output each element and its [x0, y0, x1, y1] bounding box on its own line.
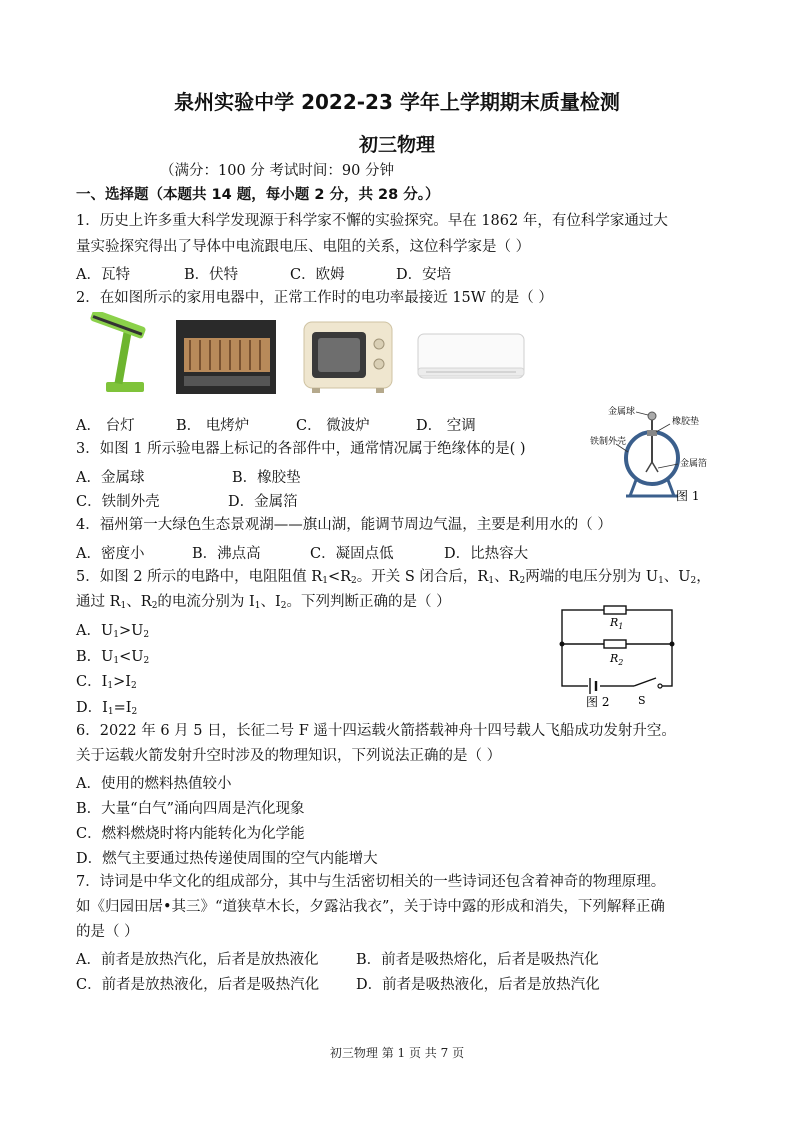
figure1-caption: 图 1: [676, 489, 700, 503]
resistor-r1: [604, 606, 626, 614]
q5-option-a: A．$U_1>U_2$: [76, 623, 150, 640]
q5-line1: 5．如图 2 所示的电路中，电阻阻值 $R_1<R_2$。开关 S 闭合后，$R_1$、$R_2$两端的电压分别为 $U_1$、$U_2$，: [76, 569, 711, 586]
label-metal-foil: 金属箔: [680, 459, 708, 469]
switch-label: S: [638, 694, 646, 707]
air-conditioner-image: [418, 334, 524, 378]
q3-option-b: B．橡胶垫: [232, 470, 301, 486]
q6-line1: 6．2022 年 6 月 5 日，长征二号 F 遥十四运载火箭搭载神舟十四号载人飞船成功发射升空。: [76, 723, 676, 739]
q7-line2: 如《归园田居•其三》“道狭草木长，夕露沾我衣”，关于诗中露的形成和消失，下列解释正确: [76, 899, 665, 915]
q5-option-d: D．$I_1=I_2$: [76, 700, 138, 717]
label-metal-ball: 金属球: [608, 407, 636, 417]
q6-option-a: A．使用的燃料热值较小: [76, 776, 232, 792]
q7-option-c: C．前者是放热液化，后者是吸热汽化: [76, 977, 320, 993]
q1-line1: 1．历史上许多重大科学发现源于科学家不懈的实验探究。早在 1862 年，有位科学家通过大: [76, 213, 668, 229]
q2-line1: 2．在如图所示的家用电器中，正常工作时的电功率最接近 15W 的是（ ）: [76, 290, 553, 306]
exam-subject: 初三物理: [358, 134, 435, 156]
q7-line1: 7．诗词是中华文化的组成部分，其中与生活密切相关的一些诗词还包含着神奇的物理原理。: [76, 874, 666, 890]
resistor-r2: [604, 640, 626, 648]
label-rubber-pad: 橡胶垫: [672, 417, 700, 427]
q3-option-c: C．铁制外壳: [76, 494, 160, 510]
exam-title: 泉州实验中学 2022-23 学年上学期期末质量检测: [174, 90, 620, 114]
page-footer: 初三物理 第 1 页 共 7 页: [329, 1046, 465, 1060]
label-iron-shell: 铁制外壳: [590, 437, 627, 447]
q1-option-c: C．欧姆: [290, 267, 345, 283]
circuit-figure: [556, 602, 686, 710]
q3-option-d: D．金属箔: [228, 494, 298, 510]
q6-option-b: B．大量“白气”涌向四周是汽化现象: [76, 801, 305, 817]
q2-appliance-images: [86, 312, 536, 402]
electroscope-figure: [590, 402, 720, 507]
q7-option-a: A．前者是放热汽化，后者是放热液化: [76, 952, 319, 968]
q2-option-b: B． 电烤炉: [176, 418, 250, 434]
svg-text:R1: $R_1$: [610, 616, 624, 631]
q5-line2: 通过 $R_1$、$R_2$的电流分别为 $I_1$、$I_2$。下列判断正确的是（ ）: [76, 594, 451, 611]
q5-option-b: B．$U_1<U_2$: [76, 649, 150, 666]
q1-option-b: B．伏特: [184, 267, 239, 283]
microwave-image: [304, 322, 392, 393]
q3-line1: 3．如图 1 所示验电器上标记的各部件中，通常情况属于绝缘体的是( ): [76, 441, 526, 457]
section-heading: 一、选择题（本题共 14 题，每小题 2 分，共 28 分。）: [76, 187, 440, 203]
q7-line3: 的是（ ）: [76, 924, 139, 940]
exam-info: （满分：100 分 考试时间：90 分钟: [160, 163, 394, 179]
q4-option-a: A．密度小: [76, 546, 145, 562]
q2-option-c: C． 微波炉: [296, 418, 370, 434]
q7-option-b: B．前者是吸热熔化，后者是吸热汽化: [356, 952, 599, 968]
q5-option-c: C．$I_1>I_2$: [76, 674, 137, 691]
q6-option-d: D．燃气主要通过热传递使周围的空气内能增大: [76, 851, 378, 867]
q4-option-d: D．比热容大: [444, 546, 529, 562]
q2-option-d: D． 空调: [416, 418, 476, 434]
q6-line2: 关于运载火箭发射升空时涉及的物理知识，下列说法正确的是（ ）: [76, 748, 502, 764]
svg-text:R2: $R_2$: [610, 652, 624, 667]
q6-option-c: C．燃料燃烧时将内能转化为化学能: [76, 826, 305, 842]
q1-option-a: A．瓦特: [76, 267, 130, 283]
q1-line2: 量实验探究得出了导体中电流跟电压、电阻的关系，这位科学家是（ ）: [76, 239, 531, 255]
switch-contact: [658, 684, 662, 688]
q1-option-d: D．安培: [396, 267, 452, 283]
q2-option-a: A． 台灯: [76, 418, 135, 434]
q4-option-c: C．凝固点低: [310, 546, 394, 562]
figure2-caption: 图 2: [586, 695, 610, 709]
desk-lamp-image: [90, 312, 147, 392]
q4-line1: 4．福州第一大绿色生态景观湖——旗山湖，能调节周边气温，主要是利用水的（ ）: [76, 517, 612, 533]
q7-option-d: D．前者是吸热液化，后者是放热汽化: [356, 977, 600, 993]
electric-oven-image: [176, 320, 276, 394]
q4-option-b: B．沸点高: [192, 546, 261, 562]
q3-option-a: A．金属球: [76, 470, 145, 486]
